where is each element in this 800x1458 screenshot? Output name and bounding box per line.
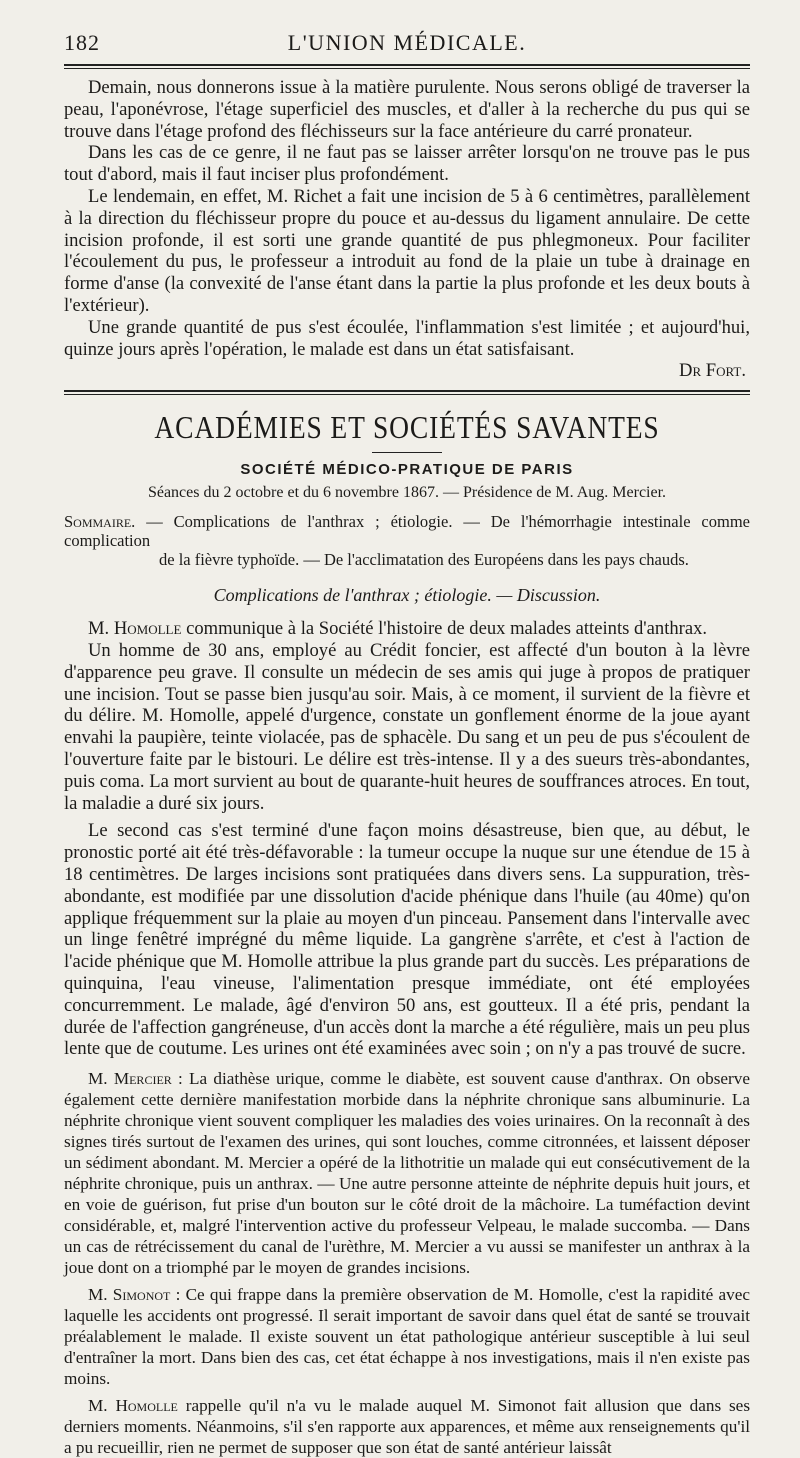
discussion-paragraph: Un homme de 30 ans, employé au Crédit foncier, est affecté d'un bouton à la lèvre d'apparence peu grave. Il consulte un médecin de ses amis qui juge à propos de pratiquer une incision. Tout se passe bien jusqu'au soir. Mais, à ce moment, il survient de la fièvre et du délire. M. Homolle, appelé d'urgence, constate un gonflement énorme de la joue ayant envahi la paupière, teinte violacée, pas de sphacèle. Du sang et un peu de pus s'écoulent de l'ouverture faite par le bistouri. Le délire est très-intense. Il y a des sueurs très-abondantes, puis coma. La mort survient au bout de quarante-huit heures de souffrances atroces. En tout, la maladie a duré six jours. — [64, 639, 750, 814]
article-paragraph: Dans les cas de ce genre, il ne faut pas se laisser arrêter lorsqu'on ne trouve pas le pus tout d'abord, mais il faut inciser plus profondément. — [64, 142, 750, 186]
author-signature: Dr Fort. — [679, 360, 746, 382]
discussion-paragraph: M. Homolle rappelle qu'il n'a vu le malade auquel M. Simonot fait allusion que dans ses derniers moments. Néanmoins, s'il s'en rapporte aux apparences, et même aux renseignements qu'il a pu recueillir, rien ne permet de supposer que son état de santé antérieur laissât — [64, 1396, 751, 1458]
speaker-name: M. Mercier — [88, 1069, 172, 1089]
summary-label: Sommaire. — [64, 512, 136, 532]
article-paragraph: Une grande quantité de pus s'est écoulée, l'inflammation s'est limitée ; et aujourd'hui, quinze jours après l'opération, le malade est dans un état satisfaisant. — [64, 316, 750, 360]
discussion-paragraph: Le second cas s'est terminé d'une façon moins désastreuse, bien que, au début, le pronostic porté ait été très-défavorable : la tumeur occupe la nuque sur une étendue de 15 à 18 centimètres. De larges incisions sont pratiquées dans divers sens. La suppuration, très-abondante, est modifiée par une dissolution d'acide phénique dans l'huile (au 40me) qu'on applique fréquemment sur la plaie au moyen d'un pinceau. Pansement dans l'intervalle avec un linge fenêtré imprégné du même liquide. La gangrène s'arrête, et c'est à l'action de l'acide phénique que M. Homolle attribue la plus grande part du succès. Les préparations de quinquina, l'eau vineuse, l'alimentation presque immédiate, ont été employées concurremment. Le malade, âgé d'environ 50 ans, est goutteux. Il a été pris, pendant la durée de l'affection gangréneuse, d'un accès dont la marche a été régulière, mais un peu plus lente que de coutume. Les urines ont été examinées avec soin ; on n'y a pas trouvé de sucre. — [64, 820, 750, 1060]
subsection-title: Complications de l'anthrax ; étiologie. — Discussion. — [213, 585, 601, 606]
running-head: L'UNION MÉDICALE. — [287, 30, 527, 55]
article-paragraph: Le lendemain, en effet, M. Richet a fait une incision de 5 à 6 centimètres, parallèlement à la direction du fléchisseur propre du pouce et au-dessus du ligament annulaire. De cette incision profonde, il est sorti une grande quantité de pus phlegmoneux. Pour faciliter l'écoulement du pus, le professeur a introduit au fond de la plaie un tube à drainage en forme d'anse (la convexité de l'anse étant dans la partie la plus profonde et les deux bouts à l'extérieur). — [64, 185, 750, 316]
discussion-paragraph: M. Mercier : La diathèse urique, comme le diabète, est souvent cause d'anthrax. On observe également cette dernière manifestation morbide dans la néphrite chronique sans albuminurie. La néphrite chronique vient souvent compliquer les maladies des voies urinaires. On la reconnaît à des signes tirés surtout de l'examen des urines, qui sont louches, comme citronnées, et laissent déposer un sédiment abondant. M. Mercier a opéré de la lithotritie un malade qui eut consécutivement de la néphrite chronique, puis un anthrax. — Une autre personne atteinte de néphrite depuis huit jours, et en voie de guérison, fut prise d'un bouton sur le côté droit de la mâchoire. La tuméfaction devint considérable, et, malgré l'intervention active du professeur Velpeau, le malade succomba. — Dans un cas de rétrécissement du canal de l'urèthre, M. Mercier a vu aussi se manifester un anthrax à la joue dont on a triomphé par le moyen de grandes incisions. — [64, 1069, 751, 1278]
speaker-name: M. Simonot — [88, 1285, 171, 1305]
article-paragraph: Demain, nous donnerons issue à la matière purulente. Nous serons obligé de traverser la peau, l'aponévrose, l'étage superficiel des muscles, et d'aller à la recherche du pus qui se trouve dans l'étage profond des fléchisseurs sur la face antérieure du carré pronateur. — [64, 77, 750, 142]
page-header — [64, 30, 750, 64]
summary-text-2: de la fièvre typhoïde. — De l'acclimatation des Européens dans les pays chauds. — [159, 550, 689, 570]
speaker-name: M. Homolle — [88, 618, 182, 640]
header-rule — [64, 64, 750, 66]
discussion-continued — [64, 1068, 750, 1458]
discussion-paragraph: M. Homolle communique à la Société l'histoire de deux malades atteints d'anthrax. — [88, 618, 708, 640]
society-name: SOCIÉTÉ MÉDICO-PRATIQUE DE PARIS — [240, 461, 574, 479]
title-rule — [372, 452, 442, 453]
discussion — [64, 618, 750, 1060]
discussion-paragraph: M. Simonot : Ce qui frappe dans la première observation de M. Homolle, c'est la rapidité avec laquelle les accidents ont progressé. Il serait important de savoir dans quel état de santé se trouvait préalablement le malade. Il existe souvent un état pathologique antérieur susceptible à lui seul d'entraîner la mort. Dans bien des cas, cet état échappe à nos investigations, mais il n'en existe pas moins. — [64, 1285, 750, 1389]
session-dates: Séances du 2 octobre et du 6 novembre 1867. — Présidence de M. Aug. Mercier. — [147, 484, 667, 502]
section-title: ACADÉMIES ET SOCIÉTÉS SAVANTES — [154, 409, 660, 446]
summary — [64, 512, 750, 569]
header-rule-thin — [64, 68, 750, 69]
article-end — [64, 77, 750, 382]
section-separator — [64, 390, 750, 395]
page-number: 182 — [64, 30, 100, 55]
speaker-name: M. Homolle — [88, 1396, 178, 1416]
summary-text-1: — Complications de l'anthrax ; étiologie. — De l'hémorrhagie intestinale comme complication — [64, 512, 750, 551]
